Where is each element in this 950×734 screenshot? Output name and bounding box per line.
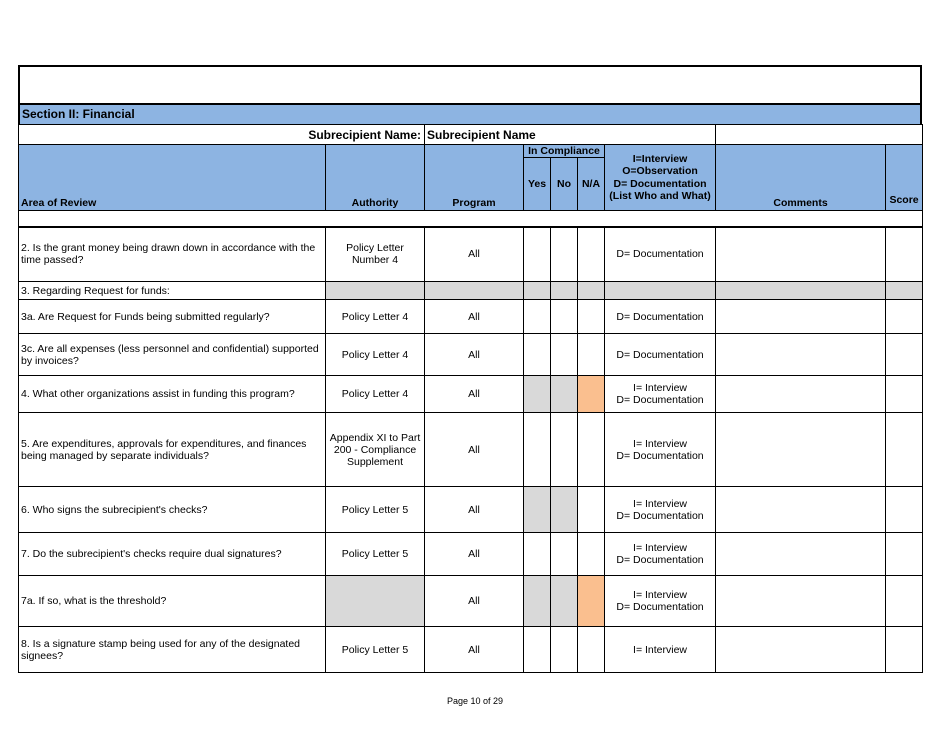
header-yes: Yes <box>524 158 551 211</box>
yes-cell[interactable] <box>524 627 551 673</box>
header-na: N/A <box>578 158 605 211</box>
area-cell: 3a. Are Request for Funds being submitted regularly? <box>19 300 326 334</box>
program-cell: All <box>425 300 524 334</box>
no-cell[interactable] <box>551 300 578 334</box>
program-cell: All <box>425 227 524 282</box>
score-cell[interactable] <box>886 576 923 627</box>
program-cell: All <box>425 627 524 673</box>
header-no: No <box>551 158 578 211</box>
section-title: Section II: Financial <box>18 103 922 124</box>
authority-cell: Policy Letter 5 <box>326 533 425 576</box>
header-program: Program <box>425 145 524 211</box>
comments-cell[interactable] <box>716 627 886 673</box>
header-method-line2: O=Observation <box>622 165 698 177</box>
header-method-line1: I=Interview <box>632 152 688 165</box>
method-cell <box>605 282 716 300</box>
program-cell <box>425 282 524 300</box>
authority-cell: Policy Letter Number 4 <box>326 227 425 282</box>
method-cell: D= Documentation <box>605 227 716 282</box>
na-cell[interactable] <box>578 627 605 673</box>
na-cell[interactable] <box>578 300 605 334</box>
table-row <box>19 227 923 282</box>
yes-cell <box>524 282 551 300</box>
header-method <box>605 145 716 211</box>
na-cell[interactable] <box>578 487 605 533</box>
method-cell: D= Documentation <box>605 334 716 376</box>
page-number: Page 10 of 29 <box>446 696 504 706</box>
subrecipient-value: Subrecipient Name <box>425 125 716 145</box>
comments-cell[interactable] <box>716 576 886 627</box>
yes-cell[interactable] <box>524 334 551 376</box>
na-cell[interactable] <box>578 576 605 627</box>
na-cell[interactable] <box>578 334 605 376</box>
method-cell: D= Documentation <box>605 300 716 334</box>
method-cell: I= Interview D= Documentation <box>605 413 716 487</box>
comments-cell[interactable] <box>716 300 886 334</box>
area-cell: 6. Who signs the subrecipient's checks? <box>19 487 326 533</box>
comments-cell[interactable] <box>716 334 886 376</box>
area-cell: 4. What other organizations assist in funding this program? <box>19 376 326 413</box>
yes-cell[interactable] <box>524 533 551 576</box>
area-cell: 3c. Are all expenses (less personnel and confidential) supported by invoices? <box>19 334 326 376</box>
method-cell: I= Interview D= Documentation <box>605 487 716 533</box>
score-cell[interactable] <box>886 487 923 533</box>
subrecipient-label: Subrecipient Name: <box>19 125 425 145</box>
authority-cell <box>326 576 425 627</box>
header-area: Area of Review <box>19 145 326 211</box>
na-cell <box>578 282 605 300</box>
program-cell: All <box>425 533 524 576</box>
authority-cell: Policy Letter 5 <box>326 627 425 673</box>
no-cell[interactable] <box>551 413 578 487</box>
comments-cell[interactable] <box>716 413 886 487</box>
table-row <box>19 487 923 533</box>
score-cell[interactable] <box>886 334 923 376</box>
review-table <box>18 124 923 673</box>
table-row <box>19 282 923 300</box>
authority-cell <box>326 282 425 300</box>
yes-cell[interactable] <box>524 487 551 533</box>
no-cell[interactable] <box>551 487 578 533</box>
table-row <box>19 413 923 487</box>
authority-cell: Policy Letter 4 <box>326 334 425 376</box>
area-cell: 3. Regarding Request for funds: <box>19 282 326 300</box>
header-score: Score <box>886 145 923 211</box>
score-cell[interactable] <box>886 376 923 413</box>
subrecipient-row <box>19 125 923 145</box>
comments-cell[interactable] <box>716 376 886 413</box>
authority-cell: Appendix XI to Part 200 - Compliance Supplement <box>326 413 425 487</box>
comments-cell[interactable] <box>716 487 886 533</box>
score-cell[interactable] <box>886 533 923 576</box>
header-in-compliance: In Compliance <box>524 145 605 158</box>
comments-cell[interactable] <box>716 533 886 576</box>
header-blank-box <box>18 65 922 103</box>
area-cell: 2. Is the grant money being drawn down in accordance with the time passed? <box>19 227 326 282</box>
table-row <box>19 627 923 673</box>
method-cell: I= Interview <box>605 627 716 673</box>
table-row <box>19 376 923 413</box>
checklist-sheet <box>18 65 922 673</box>
yes-cell[interactable] <box>524 576 551 627</box>
authority-cell: Policy Letter 5 <box>326 487 425 533</box>
score-cell <box>886 282 923 300</box>
na-cell[interactable] <box>578 376 605 413</box>
header-method-line4: (List Who and What) <box>609 190 711 202</box>
score-cell[interactable] <box>886 627 923 673</box>
yes-cell[interactable] <box>524 413 551 487</box>
score-cell[interactable] <box>886 227 923 282</box>
area-cell: 7. Do the subrecipient's checks require dual signatures? <box>19 533 326 576</box>
no-cell[interactable] <box>551 576 578 627</box>
authority-cell: Policy Letter 4 <box>326 376 425 413</box>
comments-cell[interactable] <box>716 227 886 282</box>
table-row <box>19 533 923 576</box>
na-cell[interactable] <box>578 533 605 576</box>
header-method-line3: D= Documentation <box>613 177 707 190</box>
header-row-1 <box>19 145 923 158</box>
method-cell: I= Interview D= Documentation <box>605 533 716 576</box>
subrecipient-blank <box>716 125 923 145</box>
program-cell: All <box>425 376 524 413</box>
table-row <box>19 576 923 627</box>
program-cell: All <box>425 576 524 627</box>
spacer-row <box>19 211 923 227</box>
no-cell <box>551 282 578 300</box>
no-cell[interactable] <box>551 227 578 282</box>
program-cell: All <box>425 334 524 376</box>
header-authority: Authority <box>326 145 425 211</box>
program-cell: All <box>425 413 524 487</box>
no-cell[interactable] <box>551 334 578 376</box>
header-comments: Comments <box>716 145 886 211</box>
table-row <box>19 300 923 334</box>
method-cell: I= Interview D= Documentation <box>605 376 716 413</box>
na-cell[interactable] <box>578 227 605 282</box>
yes-cell[interactable] <box>524 300 551 334</box>
yes-cell[interactable] <box>524 227 551 282</box>
area-cell: 7a. If so, what is the threshold? <box>19 576 326 627</box>
no-cell[interactable] <box>551 627 578 673</box>
score-cell[interactable] <box>886 413 923 487</box>
area-cell: 8. Is a signature stamp being used for any of the designated signees? <box>19 627 326 673</box>
score-cell[interactable] <box>886 300 923 334</box>
program-cell: All <box>425 487 524 533</box>
yes-cell[interactable] <box>524 376 551 413</box>
table-row <box>19 334 923 376</box>
method-cell: I= Interview D= Documentation <box>605 576 716 627</box>
no-cell[interactable] <box>551 376 578 413</box>
area-cell: 5. Are expenditures, approvals for expenditures, and finances being managed by separate individuals? <box>19 413 326 487</box>
authority-cell: Policy Letter 4 <box>326 300 425 334</box>
na-cell[interactable] <box>578 413 605 487</box>
no-cell[interactable] <box>551 533 578 576</box>
comments-cell <box>716 282 886 300</box>
